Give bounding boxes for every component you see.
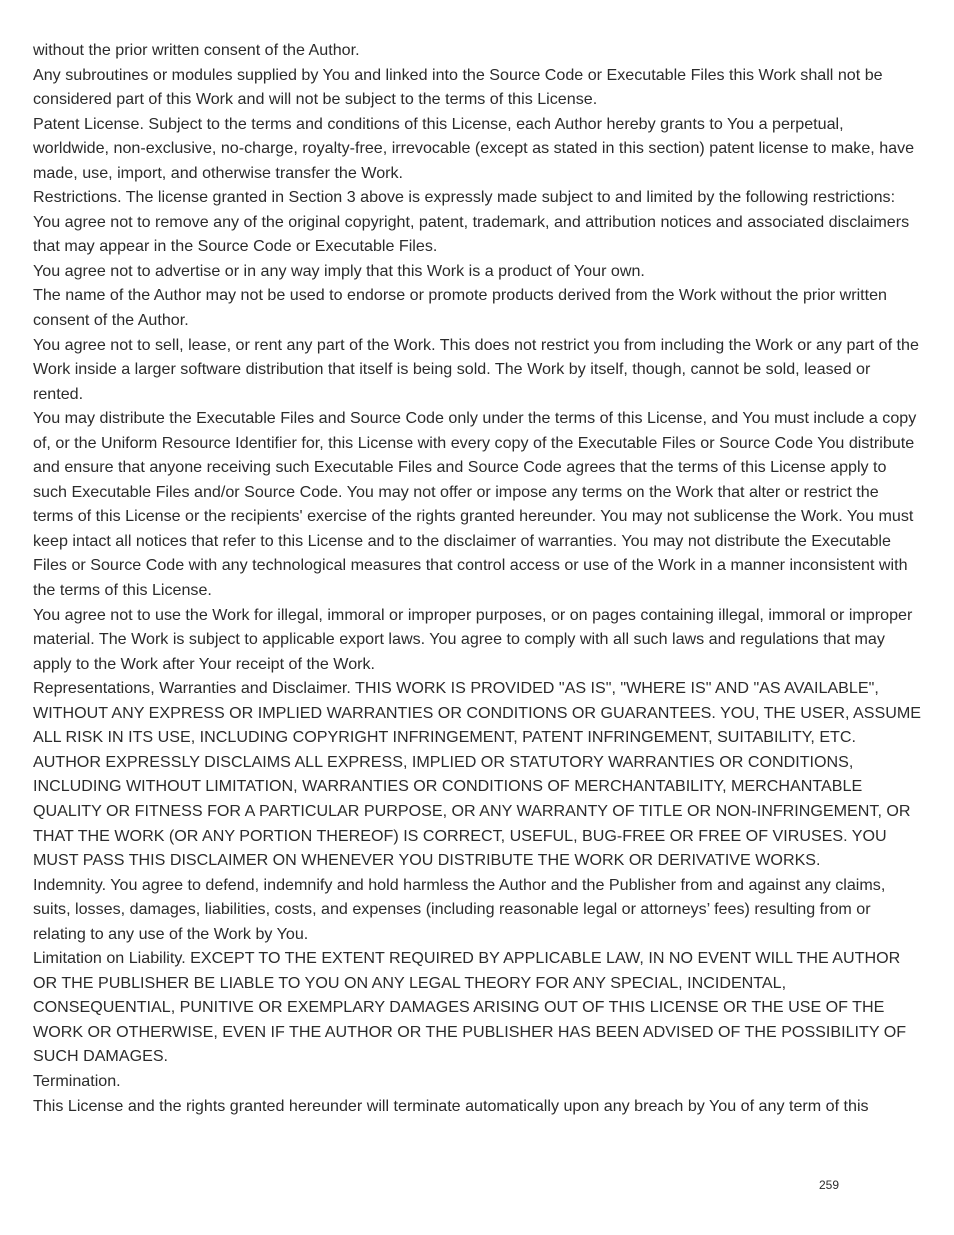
paragraph-advertise: You agree not to advertise or in any way imply that this Work is a product of Your own.	[33, 261, 645, 280]
paragraph-patent-license: Patent License. Subject to the terms and conditions of this License, each Author hereby grants to You a perpetual, worldwide, non-exclusive, no-charge, royalty-free, irrevocable (except as stated in this section) patent license to make, have made, use, import, and otherwise transfer the Work.	[33, 114, 915, 182]
paragraph-illegal-use: You agree not to use the Work for illegal, immoral or improper purposes, or on pages containing illegal, immoral or improper material. The Work is subject to applicable export laws. You agree to comply with all such laws and regulations that may apply to the Work after Your receipt of the Work.	[33, 605, 913, 673]
paragraph-restrictions: Restrictions. The license granted in Section 3 above is expressly made subject to and limited by the following restrictions:	[33, 188, 896, 207]
paragraph-distribution: You may distribute the Executable Files and Source Code only under the terms of this License, and You must include a copy of, or the Uniform Resource Identifier for, this License with every copy of the Executable Files or Source Code You distribute and ensure that anyone receiving such Executable Files and Source Code agrees that the terms of this License apply to such Executable Files and/or Source Code. You may not offer or impose any terms on the Work that alter or restrict the terms of this License or the recipients' exercise of the rights granted hereunder. You may not sublicense the Work. You must keep intact all notices that refer to this License and to the disclaimer of warranties. You may not distribute the Executable Files or Source Code with any technological measures that control access or use of the Work in a manner inconsistent with the terms of this License.	[33, 409, 917, 600]
page-number: 259	[819, 1178, 840, 1192]
document-body	[33, 38, 923, 1118]
paragraph-sell-lease: You agree not to sell, lease, or rent any part of the Work. This does not restrict you from including the Work or any part of the Work inside a larger software distribution that itself is being sold. The Work by itself, though, cannot be sold, leased or rented.	[33, 335, 919, 403]
paragraph-indemnity: Indemnity. You agree to defend, indemnify and hold harmless the Author and the Publisher from and against any claims, suits, losses, damages, liabilities, costs, and expenses (including reasonable legal or attorneys’ fees) resulting from or relating to any use of the Work by You.	[33, 875, 886, 943]
paragraph-warranties-disclaimer: Representations, Warranties and Disclaimer. THIS WORK IS PROVIDED "AS IS", "WHERE IS" AND "AS AVAILABLE", WITHOUT ANY EXPRESS OR IMPLIED WARRANTIES OR CONDITIONS OR GUARANTEES. YOU, THE USER, ASSUME ALL RISK IN ITS USE, INCLUDING COPYRIGHT INFRINGEMENT, PATENT INFRINGEMENT, SUITABILITY, ETC. AUTHOR EXPRESSLY DISCLAIMS ALL EXPRESS, IMPLIED OR STATUTORY WARRANTIES OR CONDITIONS, INCLUDING WITHOUT LIMITATION, WARRANTIES OR CONDITIONS OF MERCHANTABILITY, MERCHANTABLE QUALITY OR FITNESS FOR A PARTICULAR PURPOSE, OR ANY WARRANTY OF TITLE OR NON-INFRINGEMENT, OR THAT THE WORK (OR ANY PORTION THEREOF) IS CORRECT, USEFUL, BUG-FREE OR FREE OF VIRUSES. YOU MUST PASS THIS DISCLAIMER ON WHENEVER YOU DISTRIBUTE THE WORK OR DERIVATIVE WORKS.	[33, 679, 921, 870]
paragraph-subroutines: Any subroutines or modules supplied by You and linked into the Source Code or Executable Files this Work shall not be considered part of this Work and will not be subject to the terms of this License.	[33, 65, 883, 109]
paragraph-notices: You agree not to remove any of the original copyright, patent, trademark, and attribution notices and associated disclaimers that may appear in the Source Code or Executable Files.	[33, 212, 910, 256]
paragraph-limitation-liability: Limitation on Liability. EXCEPT TO THE EXTENT REQUIRED BY APPLICABLE LAW, IN NO EVENT WILL THE AUTHOR OR THE PUBLISHER BE LIABLE TO YOU ON ANY LEGAL THEORY FOR ANY SPECIAL, INCIDENTAL, CONSEQUENTIAL, PUNITIVE OR EXEMPLARY DAMAGES ARISING OUT OF THIS LICENSE OR THE USE OF THE WORK OR OTHERWISE, EVEN IF THE AUTHOR OR THE PUBLISHER HAS BEEN ADVISED OF THE POSSIBILITY OF SUCH DAMAGES.	[33, 949, 907, 1066]
paragraph-termination-heading: Termination.	[33, 1071, 121, 1090]
paragraph-consent-continuation: without the prior written consent of the Author.	[33, 41, 360, 59]
paragraph-author-name: The name of the Author may not be used to endorse or promote products derived from the Work without the prior written consent of the Author.	[33, 286, 888, 330]
paragraph-termination-body: This License and the rights granted hereunder will terminate automatically upon any breach by You of any term of this	[33, 1096, 869, 1115]
